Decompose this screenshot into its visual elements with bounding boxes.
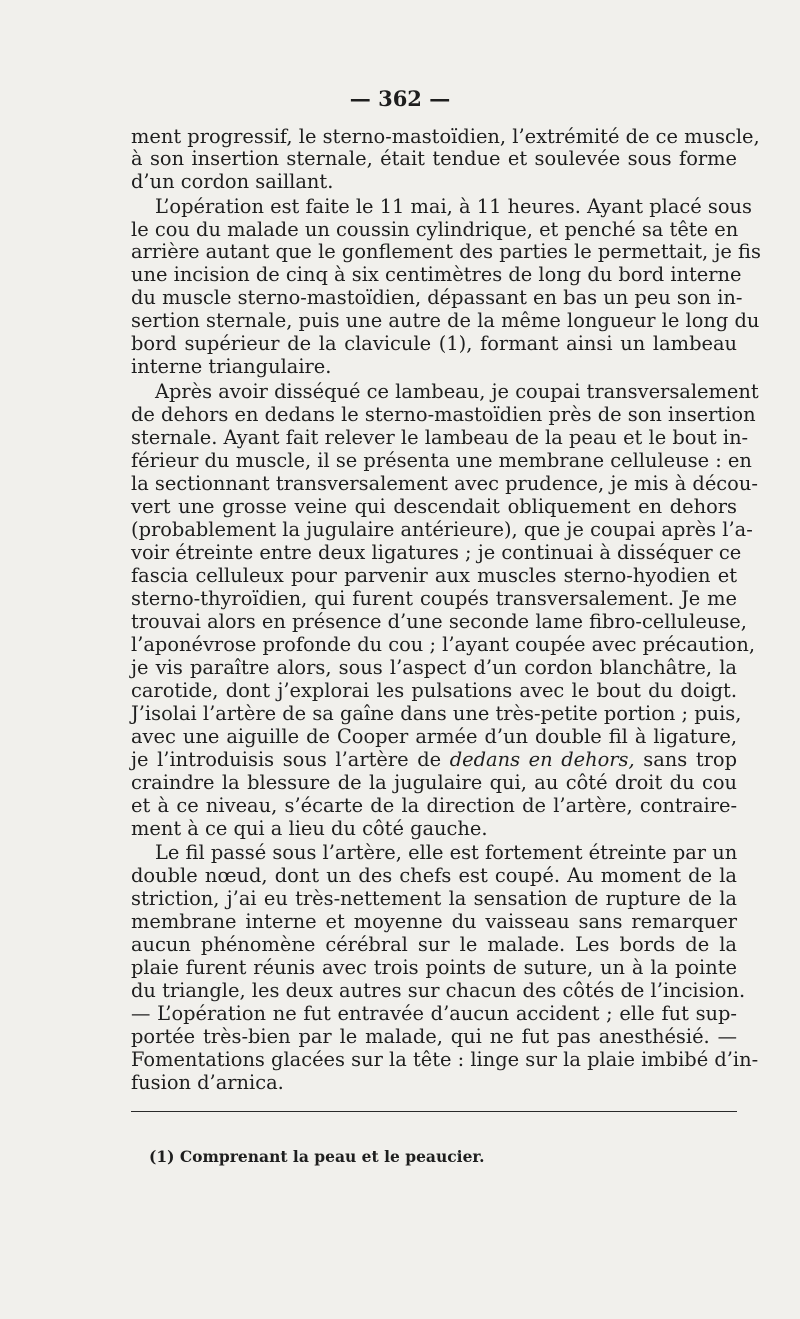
text-line: double nœud, dont un des chefs est coupé. Au moment de la bbox=[131, 864, 737, 887]
text-line: je vis paraître alors, sous l’aspect d’un cordon blanchâtre, la bbox=[131, 656, 737, 679]
text-line: et à ce niveau, s’écarte de la direction de l’artère, contraire- bbox=[131, 794, 737, 817]
italic-phrase: dedans en dehors, bbox=[449, 748, 635, 771]
text-line: vert une grosse veine qui descendait obliquement en dehors bbox=[131, 495, 737, 518]
text-line: férieur du muscle, il se présenta une membrane celluleuse : en bbox=[131, 449, 752, 472]
text-line: arrière autant que le gonflement des parties le permettait, je fis bbox=[131, 240, 761, 263]
text-line: — L’opération ne fut entravée d’aucun accident ; elle fut sup- bbox=[131, 1002, 737, 1025]
text-line: l’aponévrose profonde du cou ; l’ayant coupée avec précaution, bbox=[131, 633, 755, 656]
text-line: du triangle, les deux autres sur chacun des côtés de l’incision. bbox=[131, 979, 746, 1002]
text-line: fusion d’arnica. bbox=[131, 1071, 284, 1094]
footnote: (1) Comprenant la peau et le peaucier. bbox=[149, 1147, 485, 1166]
text-line: une incision de cinq à six centimètres de long du bord interne bbox=[131, 263, 742, 286]
text-line: aucun phénomène cérébral sur le malade. Les bords de la bbox=[131, 933, 737, 956]
page-number: — 362 — bbox=[349, 86, 451, 111]
text-line-mixed bbox=[131, 749, 737, 771]
text-line: membrane interne et moyenne du vaisseau sans remarquer bbox=[131, 910, 737, 933]
text-line: ment à ce qui a lieu du côté gauche. bbox=[131, 817, 488, 840]
text-line: L’opération est faite le 11 mai, à 11 heures. Ayant placé sous bbox=[155, 195, 752, 218]
text-line: interne triangulaire. bbox=[131, 355, 332, 378]
text-line: du muscle sterno-mastoïdien, dépassant en bas un peu son in- bbox=[131, 286, 743, 309]
text-line: fascia celluleux pour parvenir aux muscles sterno-hyodien et bbox=[131, 564, 737, 587]
text-segment: je l’introduisis sous l’artère de bbox=[131, 748, 442, 771]
text-line: plaie furent réunis avec trois points de suture, un à la pointe bbox=[131, 956, 737, 979]
text-line: à son insertion sternale, était tendue et soulevée sous forme bbox=[131, 147, 737, 170]
text-line: craindre la blessure de la jugulaire qui, au côté droit du cou bbox=[131, 771, 737, 794]
text-line: Fomentations glacées sur la tête : linge sur la plaie imbibé d’in- bbox=[131, 1048, 759, 1071]
text-line: avec une aiguille de Cooper armée d’un double fil à ligature, bbox=[131, 725, 737, 748]
text-line: Après avoir disséqué ce lambeau, je coupai transversalement bbox=[155, 380, 759, 403]
footnote-divider bbox=[131, 1111, 737, 1112]
text-line: d’un cordon saillant. bbox=[131, 170, 334, 193]
text-line: la sectionnant transversalement avec prudence, je mis à décou- bbox=[131, 472, 758, 495]
text-line: le cou du malade un coussin cylindrique, et penché sa tête en bbox=[131, 218, 739, 241]
text-line: bord supérieur de la clavicule (1), formant ainsi un lambeau bbox=[131, 332, 737, 355]
text-line: striction, j’ai eu très-nettement la sensation de rupture de la bbox=[131, 887, 737, 910]
text-line: Le fil passé sous l’artère, elle est fortement étreinte par un bbox=[155, 841, 738, 864]
text-line: trouvai alors en présence d’une seconde lame fibro-celluleuse, bbox=[131, 610, 747, 633]
text-line: carotide, dont j’explorai les pulsations avec le bout du doigt. bbox=[131, 679, 737, 702]
text-line: voir étreinte entre deux ligatures ; je continuai à disséquer ce bbox=[131, 541, 742, 564]
text-segment: sans trop bbox=[643, 748, 738, 771]
text-line: J’isolai l’artère de sa gaîne dans une très-petite portion ; puis, bbox=[131, 702, 742, 725]
text-line: sterno-thyroïdien, qui furent coupés transversalement. Je me bbox=[131, 587, 737, 610]
text-line: sertion sternale, puis une autre de la même longueur le long du bbox=[131, 309, 760, 332]
text-line: portée très-bien par le malade, qui ne fut pas anesthésié. — bbox=[131, 1025, 737, 1048]
text-line: sternale. Ayant fait relever le lambeau de la peau et le bout in- bbox=[131, 426, 749, 449]
text-line: de dehors en dedans le sterno-mastoïdien près de son insertion bbox=[131, 403, 756, 426]
text-line: (probablement la jugulaire antérieure), que je coupai après l’a- bbox=[131, 518, 753, 541]
text-line: ment progressif, le sterno-mastoïdien, l’extrémité de ce muscle, bbox=[131, 125, 760, 148]
